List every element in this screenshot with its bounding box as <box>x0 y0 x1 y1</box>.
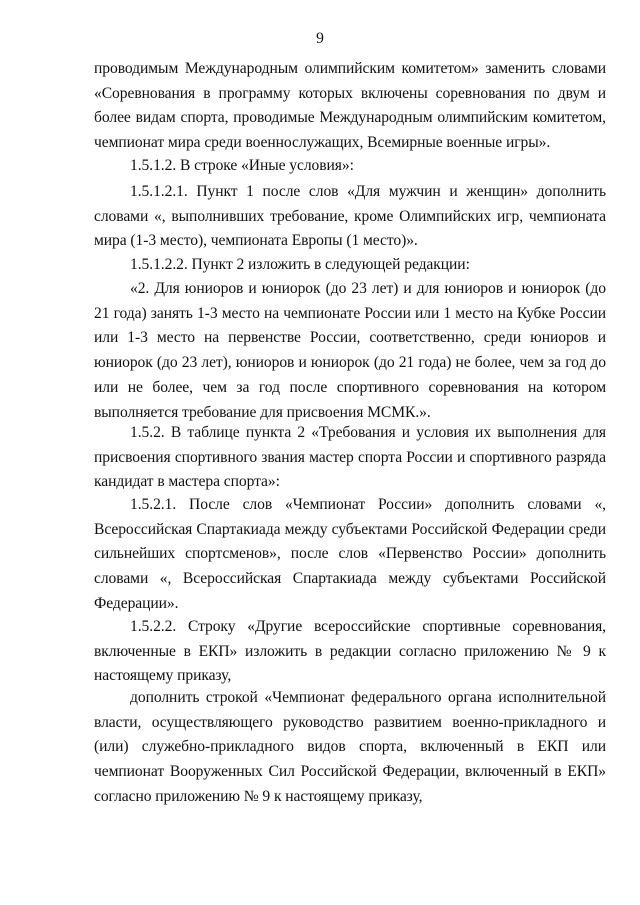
paragraph-1-5-1-2-2: 1.5.1.2.2. Пункт 2 изложить в следующей редакции: <box>130 256 470 273</box>
page-number: 9 <box>316 30 324 47</box>
paragraph-add-row: дополнить строкой «Чемпионат федерального органа исполнительной власти, осуществляющего руководство развитием военно-прикладного и (или) служебно-прикладного видов спорта, включенный в ЕКП или чемпионат Вооруженных Сил Российской Федерации, включенный в ЕКП» согласно приложению № 9 к настоящему приказу, <box>94 689 606 805</box>
paragraph-quoted-item-2: «2. Для юниоров и юниорок (до 23 лет) и для юниоров и юниорок (до 21 года) занять 1-3 место на чемпионате России или 1 место на Кубке России или 1-3 место на первенстве России, соответственно, среди юниоров и юниорок (до 23 лет), юниоров и юниорок (до 21 года) не более, чем за год до или не более, чем за год после спортивного соревнования на котором выполняется требование для присвоения МСМК.». <box>94 280 606 421</box>
paragraph-1-5-1-2: 1.5.1.2. В строке «Иные условия»: <box>130 157 354 174</box>
paragraph-1-5-1-2-1: 1.5.1.2.1. Пункт 1 после слов «Для мужчин и женщин» дополнить словами «, выполнивших требование, кроме Олимпийских игр, чемпионата мира (1-3 место), чемпионата Европы (1 место)». <box>94 183 606 250</box>
paragraph-continuation: проводимым Международным олимпийским комитетом» заменить словами «Соревнования в программу которых включены соревнования по двум и более видам спорта, проводимые Международным олимпийским комитетом, чемпионат мира среди военнослужащих, Всемирные военные игры». <box>94 60 606 152</box>
paragraph-1-5-2: 1.5.2. В таблице пункта 2 «Требования и условия их выполнения для присвоения спортивного звания мастер спорта России и спортивного разряда кандидат в мастера спорта»: <box>94 424 606 491</box>
paragraph-1-5-2-2: 1.5.2.2. Строку «Другие всероссийские спортивные соревнования, включенные в ЕКП» изложить в редакции согласно приложению № 9 к настоящему приказу, <box>94 618 606 685</box>
paragraph-1-5-2-1: 1.5.2.1. После слов «Чемпионат России» дополнить словами «, Всероссийская Спартакиада между субъектами Российской Федерации среди сильнейших спортсменов», после слов «Первенство России» дополнить словами «, Всероссийская Спартакиада между субъектами Российской Федерации». <box>94 496 606 612</box>
